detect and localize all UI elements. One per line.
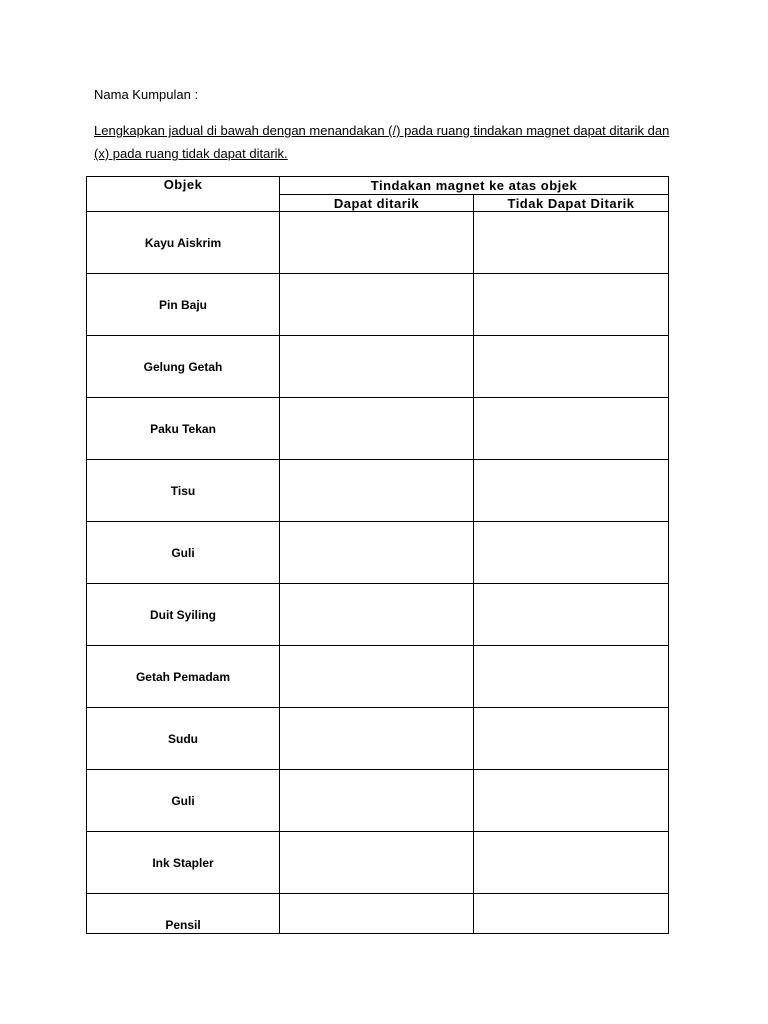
- object-name: Paku Tekan: [87, 398, 280, 460]
- attracted-cell[interactable]: [280, 708, 474, 770]
- not-attracted-cell[interactable]: [474, 584, 669, 646]
- attracted-cell[interactable]: [280, 646, 474, 708]
- object-name: Tisu: [87, 460, 280, 522]
- table-row: [87, 646, 669, 708]
- table-row: [87, 274, 669, 336]
- header-not-attracted: Tidak Dapat Ditarik: [474, 195, 669, 212]
- header-attracted: Dapat ditarik: [280, 195, 474, 212]
- not-attracted-cell[interactable]: [474, 708, 669, 770]
- table-row: [87, 336, 669, 398]
- magnet-worksheet-table: [86, 176, 669, 934]
- attracted-cell[interactable]: [280, 894, 474, 934]
- instruction-text: Lengkapkan jadual di bawah dengan menandakan (/) pada ruang tindakan magnet dapat ditarik dan (x) pada ruang tidak dapat ditarik.: [94, 123, 670, 161]
- object-name: Pensil: [87, 894, 280, 934]
- attracted-cell[interactable]: [280, 584, 474, 646]
- attracted-cell[interactable]: [280, 336, 474, 398]
- object-name: Gelung Getah: [87, 336, 280, 398]
- header-objek: Objek: [87, 177, 280, 212]
- group-name-label: Nama Kumpulan :: [94, 87, 199, 102]
- table-row: [87, 894, 669, 934]
- not-attracted-cell[interactable]: [474, 398, 669, 460]
- attracted-cell[interactable]: [280, 460, 474, 522]
- header-magnet-action: Tindakan magnet ke atas objek: [280, 177, 669, 195]
- table-row: [87, 708, 669, 770]
- object-name: Getah Pemadam: [87, 646, 280, 708]
- not-attracted-cell[interactable]: [474, 274, 669, 336]
- attracted-cell[interactable]: [280, 212, 474, 274]
- attracted-cell[interactable]: [280, 770, 474, 832]
- object-name: Sudu: [87, 708, 280, 770]
- not-attracted-cell[interactable]: [474, 832, 669, 894]
- object-name: Duit Syiling: [87, 584, 280, 646]
- object-name: Kayu Aiskrim: [87, 212, 280, 274]
- table-row: [87, 398, 669, 460]
- not-attracted-cell[interactable]: [474, 646, 669, 708]
- table-row: [87, 212, 669, 274]
- object-name: Guli: [87, 770, 280, 832]
- object-name: Guli: [87, 522, 280, 584]
- table-row: [87, 832, 669, 894]
- attracted-cell[interactable]: [280, 274, 474, 336]
- table-row: [87, 460, 669, 522]
- attracted-cell[interactable]: [280, 398, 474, 460]
- not-attracted-cell[interactable]: [474, 894, 669, 934]
- attracted-cell[interactable]: [280, 832, 474, 894]
- object-name: Pin Baju: [87, 274, 280, 336]
- attracted-cell[interactable]: [280, 522, 474, 584]
- table-row: [87, 522, 669, 584]
- not-attracted-cell[interactable]: [474, 212, 669, 274]
- not-attracted-cell[interactable]: [474, 460, 669, 522]
- not-attracted-cell[interactable]: [474, 336, 669, 398]
- table-row: [87, 584, 669, 646]
- object-name: Ink Stapler: [87, 832, 280, 894]
- table-row: [87, 770, 669, 832]
- table-body: [87, 212, 669, 934]
- not-attracted-cell[interactable]: [474, 522, 669, 584]
- not-attracted-cell[interactable]: [474, 770, 669, 832]
